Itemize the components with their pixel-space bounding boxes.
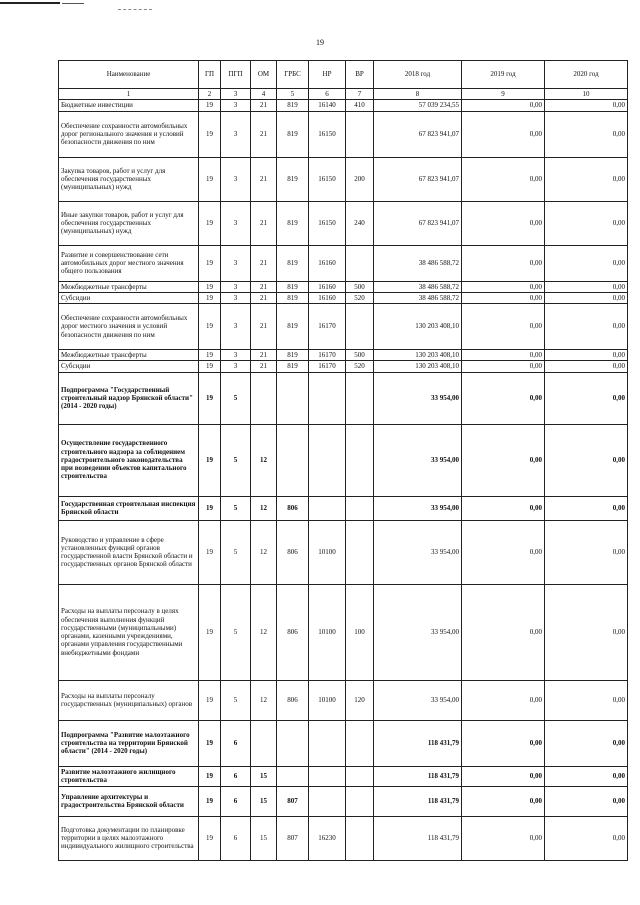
- amount-2020-cell: 0,00: [545, 766, 628, 786]
- row-name-cell: Межбюджетные трансферты: [59, 281, 199, 292]
- om-cell: 21: [251, 201, 277, 245]
- header-cell-vr: ВР: [346, 61, 374, 89]
- amount-2019-cell: 0,00: [462, 786, 545, 816]
- gp-cell: 19: [199, 680, 221, 720]
- vr-cell: [346, 720, 374, 766]
- pgp-cell: 3: [221, 292, 251, 303]
- vr-cell: [346, 111, 374, 157]
- amount-2019-cell: 0,00: [462, 720, 545, 766]
- amount-2019-cell: 0,00: [462, 350, 545, 361]
- row-name-cell: Субсидии: [59, 292, 199, 303]
- grbs-cell: 806: [277, 496, 309, 520]
- pgp-cell: 3: [221, 111, 251, 157]
- nr-cell: [309, 372, 346, 424]
- pgp-cell: 3: [221, 157, 251, 201]
- amount-2018-cell: 33 954,00: [374, 372, 462, 424]
- table-row: [59, 584, 628, 680]
- amount-2020-cell: 0,00: [545, 292, 628, 303]
- amount-2020-cell: 0,00: [545, 372, 628, 424]
- amount-2019-cell: 0,00: [462, 766, 545, 786]
- gp-cell: 19: [199, 281, 221, 292]
- nr-cell: 16150: [309, 157, 346, 201]
- grbs-cell: 819: [277, 292, 309, 303]
- amount-2020-cell: 0,00: [545, 496, 628, 520]
- nr-cell: [309, 766, 346, 786]
- vr-cell: 500: [346, 281, 374, 292]
- amount-2019-cell: 0,00: [462, 424, 545, 496]
- table-row: [59, 720, 628, 766]
- vr-cell: [346, 816, 374, 860]
- table-row: [59, 111, 628, 157]
- amount-2019-cell: 0,00: [462, 100, 545, 111]
- om-cell: 15: [251, 766, 277, 786]
- header-cell-gp: ГП: [199, 61, 221, 89]
- amount-2020-cell: 0,00: [545, 816, 628, 860]
- row-name-cell: Межбюджетные трансферты: [59, 350, 199, 361]
- row-name-cell: Подпрограмма "Развитие малоэтажного строительства на территории Брянской области" (2014 - 2020 годы): [59, 720, 199, 766]
- amount-2018-cell: 118 431,79: [374, 720, 462, 766]
- nr-cell: 16160: [309, 292, 346, 303]
- amount-2020-cell: 0,00: [545, 157, 628, 201]
- gp-cell: 19: [199, 201, 221, 245]
- amount-2020-cell: 0,00: [545, 680, 628, 720]
- column-number: 5: [277, 89, 309, 100]
- pgp-cell: 3: [221, 201, 251, 245]
- gp-cell: 19: [199, 584, 221, 680]
- vr-cell: [346, 245, 374, 281]
- amount-2020-cell: 0,00: [545, 245, 628, 281]
- table-row: [59, 304, 628, 350]
- om-cell: 21: [251, 100, 277, 111]
- pgp-cell: 3: [221, 304, 251, 350]
- om-cell: 12: [251, 520, 277, 584]
- row-name-cell: Иные закупки товаров, работ и услуг для обеспечения государственных (муниципальных) нужд: [59, 201, 199, 245]
- column-number: 1: [59, 89, 199, 100]
- row-name-cell: Обеспечение сохранности автомобильных дорог местного значения и условий безопасности движения по ним: [59, 304, 199, 350]
- nr-cell: 10100: [309, 584, 346, 680]
- row-name-cell: Бюджетные инвестиции: [59, 100, 199, 111]
- amount-2020-cell: 0,00: [545, 361, 628, 372]
- column-number: 4: [251, 89, 277, 100]
- vr-cell: 240: [346, 201, 374, 245]
- om-cell: 21: [251, 157, 277, 201]
- row-name-cell: Расходы на выплаты персоналу государственных (муниципальных) органов: [59, 680, 199, 720]
- om-cell: 21: [251, 361, 277, 372]
- pgp-cell: 6: [221, 766, 251, 786]
- gp-cell: 19: [199, 350, 221, 361]
- grbs-cell: [277, 424, 309, 496]
- grbs-cell: [277, 720, 309, 766]
- table-row: [59, 281, 628, 292]
- amount-2018-cell: 67 823 941,07: [374, 111, 462, 157]
- row-name-cell: Развитие малоэтажного жилищного строительства: [59, 766, 199, 786]
- gp-cell: 19: [199, 786, 221, 816]
- gp-cell: 19: [199, 100, 221, 111]
- column-number: 9: [462, 89, 545, 100]
- amount-2019-cell: 0,00: [462, 372, 545, 424]
- om-cell: 21: [251, 281, 277, 292]
- amount-2018-cell: 38 486 588,72: [374, 245, 462, 281]
- amount-2018-cell: 57 039 234,55: [374, 100, 462, 111]
- top-margin-dash: [118, 9, 152, 11]
- top-margin-rule-short: [62, 3, 84, 4]
- row-name-cell: Руководство и управление в сфере установленных функций органов государственной власти Брянской области и государственных органов Брянской области: [59, 520, 199, 584]
- nr-cell: 16150: [309, 201, 346, 245]
- grbs-cell: 819: [277, 361, 309, 372]
- om-cell: 12: [251, 584, 277, 680]
- amount-2020-cell: 0,00: [545, 304, 628, 350]
- om-cell: 12: [251, 424, 277, 496]
- pgp-cell: 6: [221, 786, 251, 816]
- amount-2020-cell: 0,00: [545, 520, 628, 584]
- om-cell: 21: [251, 245, 277, 281]
- om-cell: 15: [251, 786, 277, 816]
- nr-cell: [309, 786, 346, 816]
- gp-cell: 19: [199, 292, 221, 303]
- grbs-cell: 806: [277, 584, 309, 680]
- amount-2018-cell: 130 203 408,10: [374, 350, 462, 361]
- amount-2019-cell: 0,00: [462, 111, 545, 157]
- om-cell: 21: [251, 292, 277, 303]
- pgp-cell: 5: [221, 680, 251, 720]
- gp-cell: 19: [199, 245, 221, 281]
- amount-2020-cell: 0,00: [545, 281, 628, 292]
- nr-cell: 16230: [309, 816, 346, 860]
- header-cell-nr: НР: [309, 61, 346, 89]
- column-number: 8: [374, 89, 462, 100]
- amount-2020-cell: 0,00: [545, 111, 628, 157]
- row-name-cell: Развитие и совершенствование сети автомобильных дорог местного значения общего пользования: [59, 245, 199, 281]
- grbs-cell: 819: [277, 245, 309, 281]
- amount-2020-cell: 0,00: [545, 424, 628, 496]
- vr-cell: [346, 520, 374, 584]
- pgp-cell: 3: [221, 245, 251, 281]
- gp-cell: 19: [199, 304, 221, 350]
- grbs-cell: 819: [277, 350, 309, 361]
- grbs-cell: 819: [277, 100, 309, 111]
- amount-2018-cell: 130 203 408,10: [374, 304, 462, 350]
- vr-cell: 200: [346, 157, 374, 201]
- om-cell: [251, 720, 277, 766]
- amount-2018-cell: 118 431,79: [374, 786, 462, 816]
- amount-2019-cell: 0,00: [462, 292, 545, 303]
- amount-2018-cell: 33 954,00: [374, 496, 462, 520]
- table-row: [59, 157, 628, 201]
- grbs-cell: 806: [277, 680, 309, 720]
- amount-2020-cell: 0,00: [545, 720, 628, 766]
- amount-2020-cell: 0,00: [545, 584, 628, 680]
- vr-cell: [346, 786, 374, 816]
- gp-cell: 19: [199, 157, 221, 201]
- column-number-row: [59, 89, 628, 100]
- pgp-cell: 3: [221, 361, 251, 372]
- gp-cell: 19: [199, 111, 221, 157]
- pgp-cell: 3: [221, 281, 251, 292]
- amount-2020-cell: 0,00: [545, 350, 628, 361]
- nr-cell: 16160: [309, 245, 346, 281]
- pgp-cell: 6: [221, 816, 251, 860]
- om-cell: 21: [251, 111, 277, 157]
- header-cell-pgp: ПГП: [221, 61, 251, 89]
- column-number: 2: [199, 89, 221, 100]
- vr-cell: 520: [346, 292, 374, 303]
- table-row: [59, 201, 628, 245]
- vr-cell: [346, 766, 374, 786]
- gp-cell: 19: [199, 766, 221, 786]
- grbs-cell: 807: [277, 786, 309, 816]
- pgp-cell: 5: [221, 496, 251, 520]
- table-row: [59, 816, 628, 860]
- gp-cell: 19: [199, 372, 221, 424]
- vr-cell: [346, 372, 374, 424]
- amount-2018-cell: 130 203 408,10: [374, 361, 462, 372]
- amount-2020-cell: 0,00: [545, 100, 628, 111]
- table-row: [59, 766, 628, 786]
- amount-2019-cell: 0,00: [462, 816, 545, 860]
- grbs-cell: [277, 766, 309, 786]
- table-row: [59, 680, 628, 720]
- amount-2019-cell: 0,00: [462, 361, 545, 372]
- pgp-cell: 5: [221, 372, 251, 424]
- nr-cell: 16170: [309, 361, 346, 372]
- gp-cell: 19: [199, 496, 221, 520]
- grbs-cell: 819: [277, 157, 309, 201]
- table-row: [59, 424, 628, 496]
- amount-2018-cell: 33 954,00: [374, 680, 462, 720]
- pgp-cell: 3: [221, 100, 251, 111]
- pgp-cell: 5: [221, 520, 251, 584]
- vr-cell: [346, 424, 374, 496]
- nr-cell: 16170: [309, 350, 346, 361]
- header-cell-name: Наименование: [59, 61, 199, 89]
- om-cell: 15: [251, 816, 277, 860]
- table-row: [59, 520, 628, 584]
- amount-2019-cell: 0,00: [462, 201, 545, 245]
- row-name-cell: Подпрограмма "Государственный строительный надзор Брянской области" (2014 - 2020 годы): [59, 372, 199, 424]
- row-name-cell: Государственная строительная инспекция Брянской области: [59, 496, 199, 520]
- amount-2019-cell: 0,00: [462, 245, 545, 281]
- row-name-cell: Расходы на выплаты персоналу в целях обеспечения выполнения функций государственными (муниципальными) органами, казенными учреждениями, органами управления государственными внебюджетными фондами: [59, 584, 199, 680]
- amount-2018-cell: 33 954,00: [374, 584, 462, 680]
- header-cell-om: ОМ: [251, 61, 277, 89]
- table-row: [59, 361, 628, 372]
- header-cell-2019: 2019 год: [462, 61, 545, 89]
- header-cell-2020: 2020 год: [545, 61, 628, 89]
- amount-2018-cell: 67 823 941,07: [374, 201, 462, 245]
- table-row: [59, 496, 628, 520]
- om-cell: 21: [251, 304, 277, 350]
- nr-cell: 16140: [309, 100, 346, 111]
- grbs-cell: 819: [277, 281, 309, 292]
- budget-table: [58, 60, 628, 861]
- vr-cell: 120: [346, 680, 374, 720]
- grbs-cell: 807: [277, 816, 309, 860]
- vr-cell: 520: [346, 361, 374, 372]
- nr-cell: [309, 720, 346, 766]
- om-cell: 21: [251, 350, 277, 361]
- amount-2018-cell: 33 954,00: [374, 424, 462, 496]
- column-number: 6: [309, 89, 346, 100]
- grbs-cell: 819: [277, 201, 309, 245]
- amount-2018-cell: 67 823 941,07: [374, 157, 462, 201]
- vr-cell: 100: [346, 584, 374, 680]
- row-name-cell: Подготовка документации по планировке территории в целях малоэтажного индивидуального жилищного строительства: [59, 816, 199, 860]
- table-row: [59, 786, 628, 816]
- nr-cell: 16150: [309, 111, 346, 157]
- amount-2019-cell: 0,00: [462, 304, 545, 350]
- nr-cell: 16160: [309, 281, 346, 292]
- pgp-cell: 5: [221, 584, 251, 680]
- amount-2018-cell: 118 431,79: [374, 816, 462, 860]
- pgp-cell: 5: [221, 424, 251, 496]
- nr-cell: [309, 424, 346, 496]
- amount-2019-cell: 0,00: [462, 281, 545, 292]
- amount-2018-cell: 33 954,00: [374, 520, 462, 584]
- pgp-cell: 3: [221, 350, 251, 361]
- vr-cell: [346, 304, 374, 350]
- table-row: [59, 100, 628, 111]
- budget-table-body: [59, 100, 628, 860]
- column-number: 3: [221, 89, 251, 100]
- amount-2019-cell: 0,00: [462, 496, 545, 520]
- table-row: [59, 292, 628, 303]
- nr-cell: [309, 496, 346, 520]
- amount-2019-cell: 0,00: [462, 157, 545, 201]
- pgp-cell: 6: [221, 720, 251, 766]
- column-number: 7: [346, 89, 374, 100]
- header-cell-2018: 2018 год: [374, 61, 462, 89]
- grbs-cell: 819: [277, 304, 309, 350]
- amount-2018-cell: 38 486 588,72: [374, 292, 462, 303]
- grbs-cell: 806: [277, 520, 309, 584]
- gp-cell: 19: [199, 816, 221, 860]
- column-number: 10: [545, 89, 628, 100]
- row-name-cell: Закупка товаров, работ и услуг для обеспечения государственных (муниципальных) нужд: [59, 157, 199, 201]
- amount-2018-cell: 38 486 588,72: [374, 281, 462, 292]
- nr-cell: 16170: [309, 304, 346, 350]
- vr-cell: 500: [346, 350, 374, 361]
- row-name-cell: Осуществление государственного строительного надзора за соблюдением градостроительного законодательства при возведении объектов капитального строительства: [59, 424, 199, 496]
- nr-cell: 10100: [309, 520, 346, 584]
- gp-cell: 19: [199, 361, 221, 372]
- grbs-cell: 819: [277, 111, 309, 157]
- amount-2019-cell: 0,00: [462, 520, 545, 584]
- vr-cell: 410: [346, 100, 374, 111]
- gp-cell: 19: [199, 520, 221, 584]
- om-cell: 12: [251, 496, 277, 520]
- nr-cell: 10100: [309, 680, 346, 720]
- grbs-cell: [277, 372, 309, 424]
- om-cell: 12: [251, 680, 277, 720]
- row-name-cell: Обеспечение сохранности автомобильных дорог регионального значения и условий безопасности движения по ним: [59, 111, 199, 157]
- table-row: [59, 350, 628, 361]
- top-margin-rule: [0, 2, 60, 4]
- om-cell: [251, 372, 277, 424]
- gp-cell: 19: [199, 424, 221, 496]
- header-row: [59, 61, 628, 89]
- row-name-cell: Управление архитектуры и градостроительства Брянской области: [59, 786, 199, 816]
- amount-2018-cell: 118 431,79: [374, 766, 462, 786]
- amount-2020-cell: 0,00: [545, 201, 628, 245]
- row-name-cell: Субсидии: [59, 361, 199, 372]
- table-row: [59, 245, 628, 281]
- table-row: [59, 372, 628, 424]
- vr-cell: [346, 496, 374, 520]
- amount-2019-cell: 0,00: [462, 680, 545, 720]
- page-number: 19: [316, 38, 324, 47]
- gp-cell: 19: [199, 720, 221, 766]
- header-cell-grbs: ГРБС: [277, 61, 309, 89]
- amount-2020-cell: 0,00: [545, 786, 628, 816]
- amount-2019-cell: 0,00: [462, 584, 545, 680]
